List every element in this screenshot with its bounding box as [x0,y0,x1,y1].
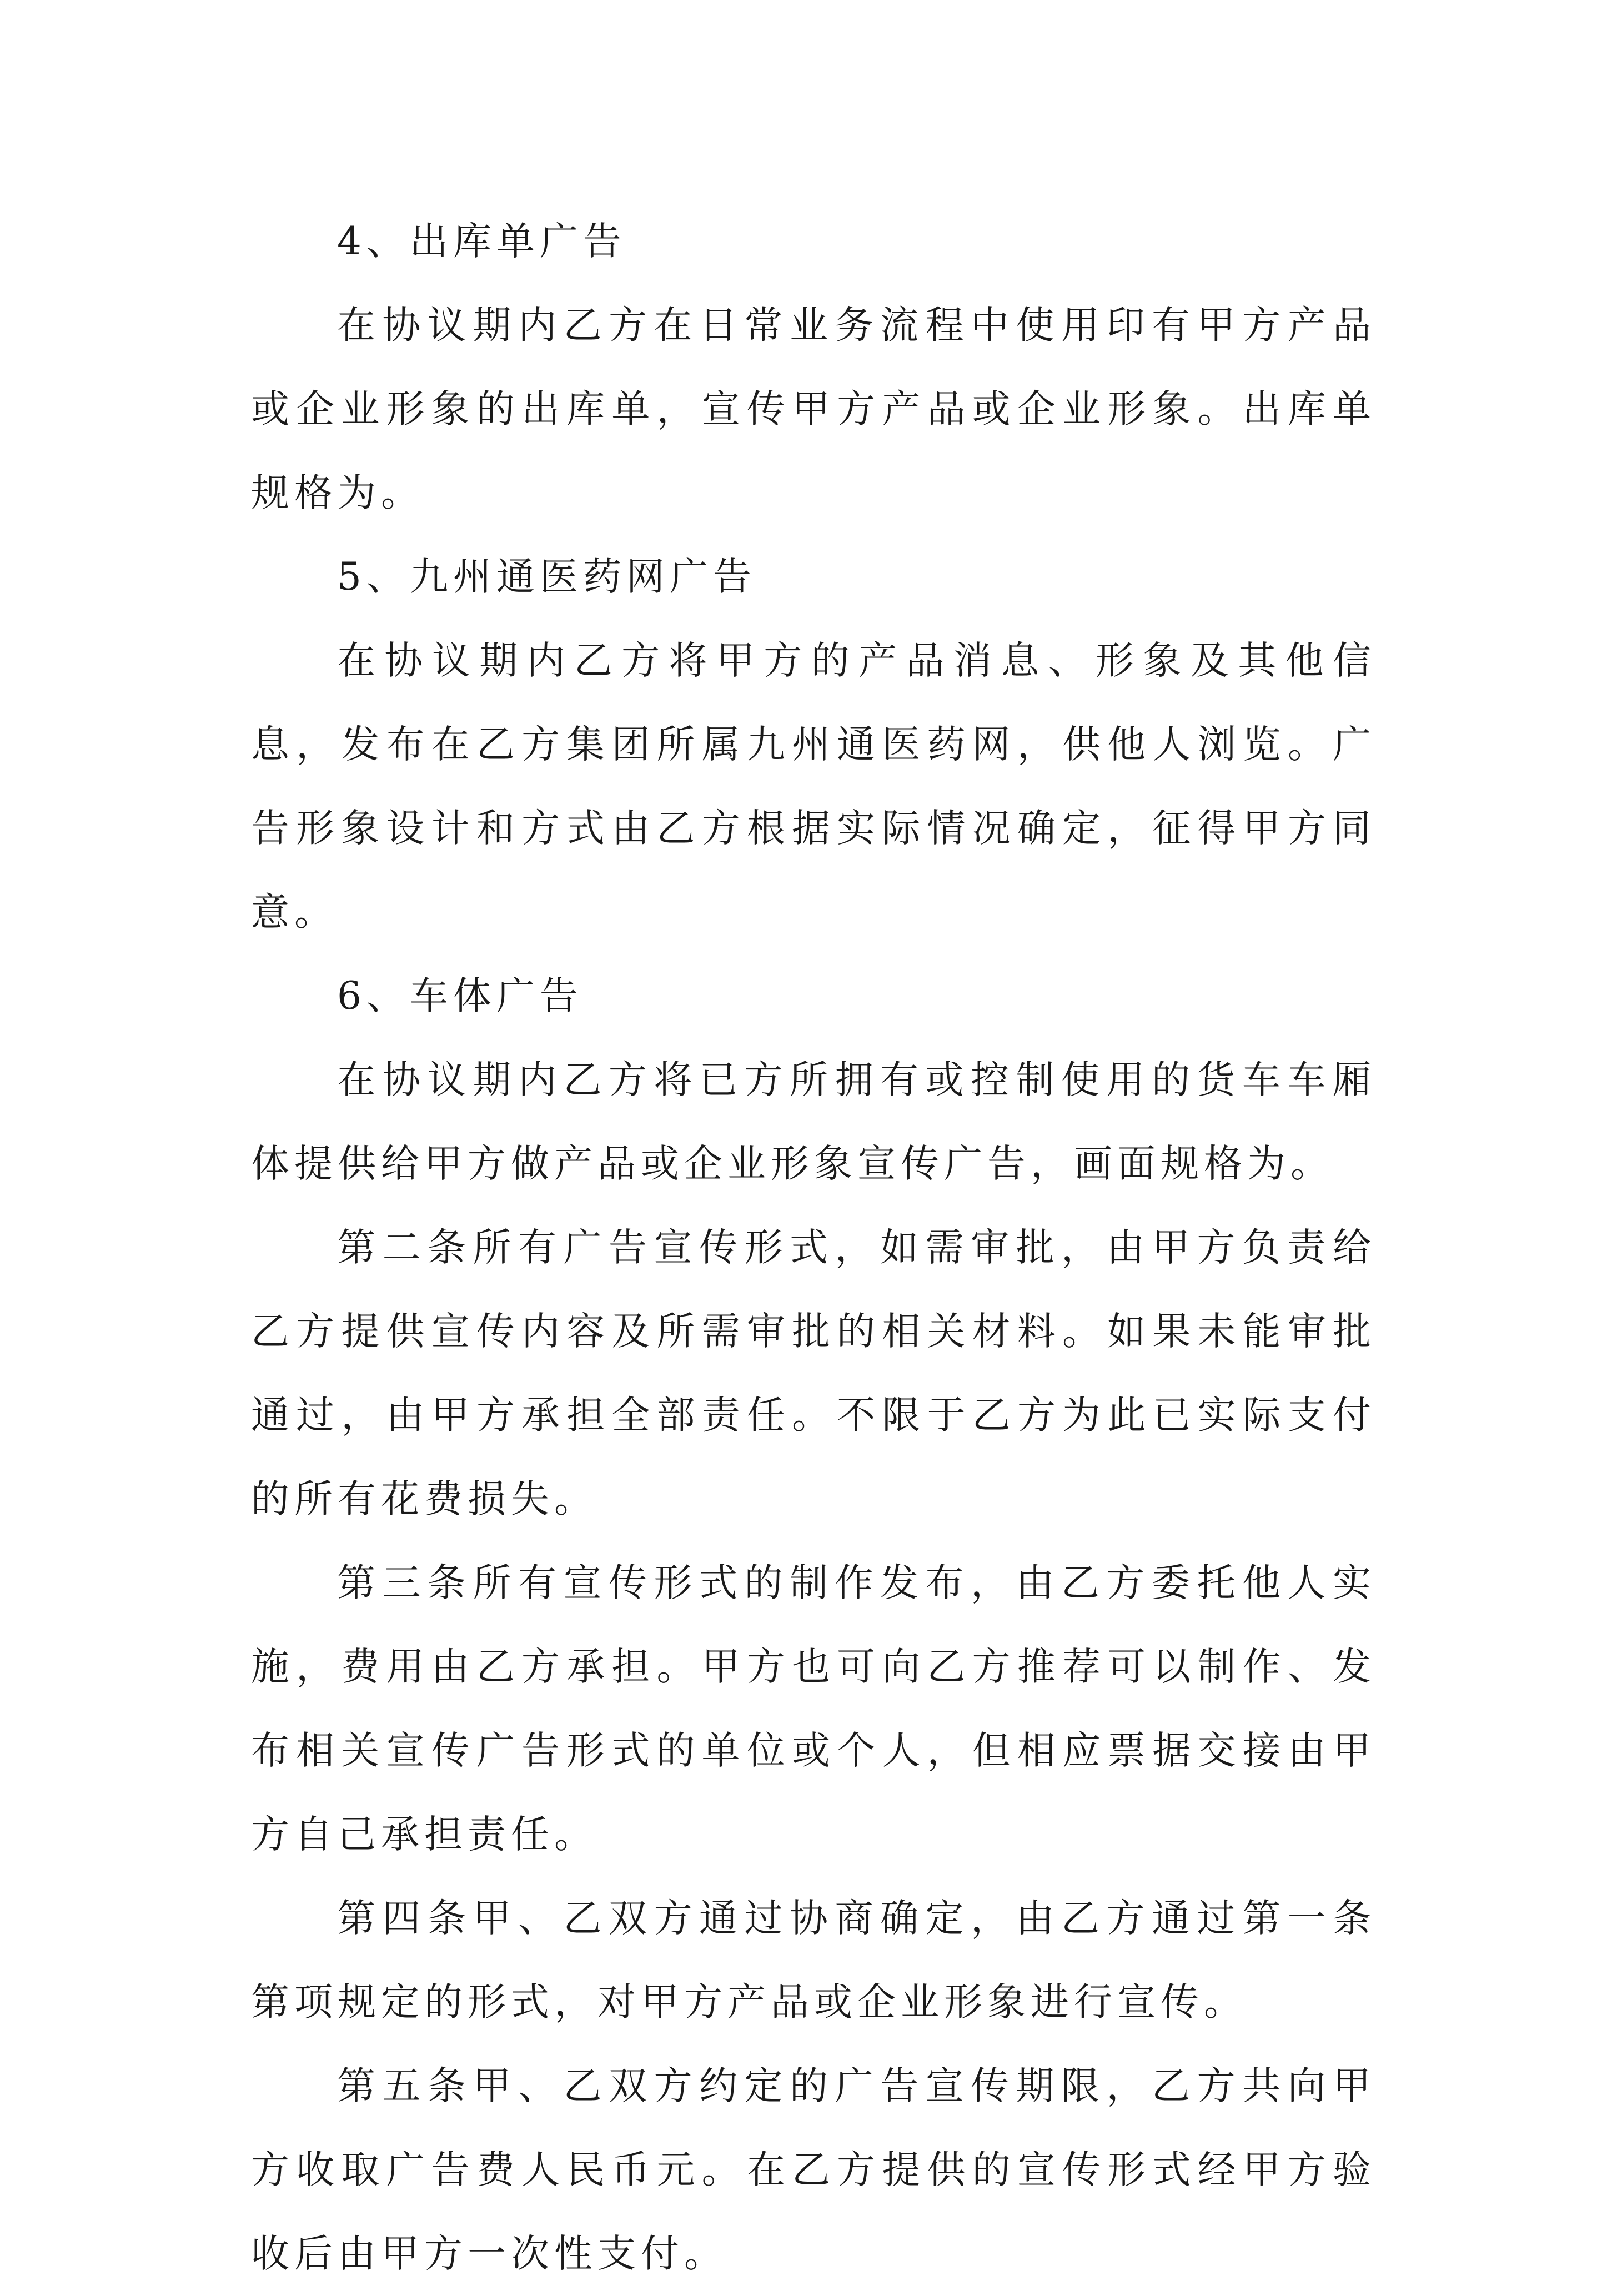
section-heading-4: 4、出库单广告 [337,219,626,264]
section-body-4: 在协议期内乙方在日常业务流程中使用印有甲方产品或企业形象的出库单，宣传甲方产品或企业形象。出库单规格为。 [251,303,1376,515]
section-heading-6: 6、车体广告 [337,974,583,1018]
section-heading-5: 5、九州通医药网广告 [337,555,756,599]
article-4: 第四条甲、乙双方通过协商确定，由乙方通过第一条第项规定的形式，对甲方产品或企业形象进行宣传。 [251,1896,1376,2024]
document-page [251,200,1376,2296]
article-5: 第五条甲、乙双方约定的广告宣传期限，乙方共向甲方收取广告费人民币元。在乙方提供的宣传形式经甲方验收后由甲方一次性支付。 [251,2064,1376,2276]
section-body-5: 在协议期内乙方将甲方的产品消息、形象及其他信息，发布在乙方集团所属九州通医药网，供他人浏览。广告形象设计和方式由乙方根据实际情况确定，征得甲方同意。 [251,639,1376,935]
section-body-6: 在协议期内乙方将已方所拥有或控制使用的货车车厢体提供给甲方做产品或企业形象宣传广告，画面规格为。 [251,1058,1376,1186]
article-2: 第二条所有广告宣传形式，如需审批，由甲方负责给乙方提供宣传内容及所需审批的相关材料。如果未能审批通过，由甲方承担全部责任。不限于乙方为此已实际支付的所有花费损失。 [251,1225,1376,1521]
article-3: 第三条所有宣传形式的制作发布，由乙方委托他人实施，费用由乙方承担。甲方也可向乙方推荐可以制作、发布相关宣传广告形式的单位或个人，但相应票据交接由甲方自己承担责任。 [251,1561,1376,1857]
